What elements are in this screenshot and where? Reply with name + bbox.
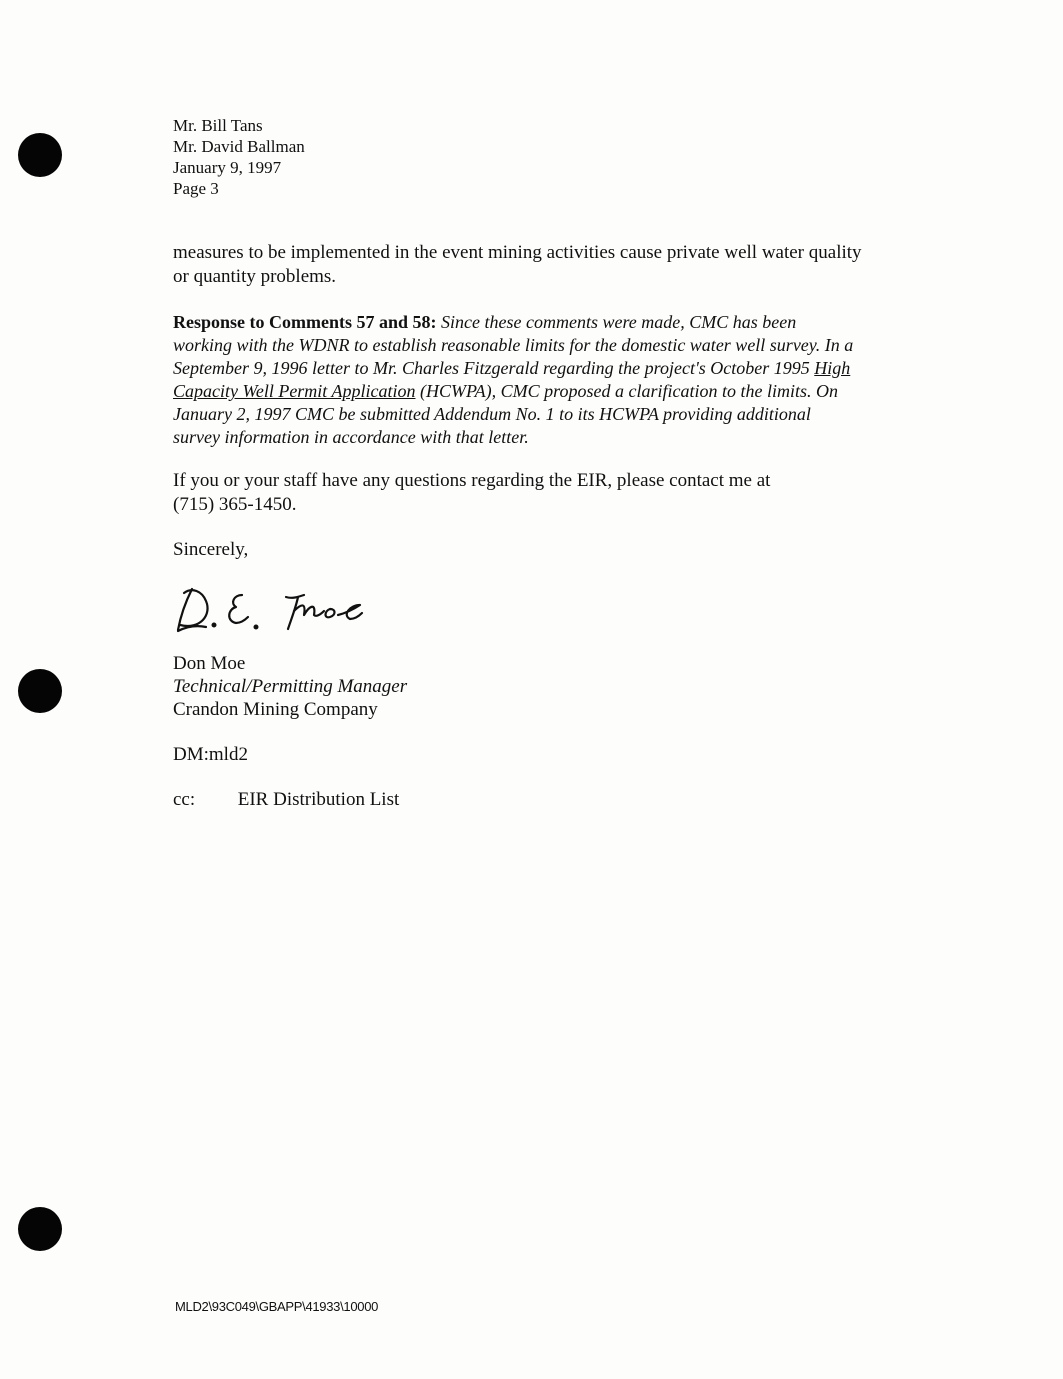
letter-header <box>173 115 305 199</box>
signer-title: Technical/Permitting Manager <box>173 676 408 697</box>
punch-hole-middle <box>18 669 62 713</box>
typist-initials: DM:mld2 <box>173 744 248 765</box>
response-heading: Response to Comments 57 and 58: <box>173 312 437 332</box>
response-line: survey information in accordance with that letter. <box>173 427 529 447</box>
cc-line <box>173 788 399 811</box>
document-title-underlined: High <box>814 358 851 378</box>
closing: Sincerely, <box>173 539 249 560</box>
contact-phone: (715) 365-1450. <box>173 494 297 515</box>
document-title-underlined: Capacity Well Permit Application <box>173 381 416 401</box>
signer-company: Crandon Mining Company <box>173 699 378 720</box>
contact-paragraph <box>173 469 953 517</box>
handwritten-signature <box>170 575 370 645</box>
response-line: September 9, 1996 letter to Mr. Charles Fitzgerald regarding the project's October 1995 <box>173 358 810 378</box>
paragraph-line: or quantity problems. <box>173 266 337 287</box>
signer-name: Don Moe <box>173 653 246 674</box>
cc-label: cc: <box>173 789 196 810</box>
response-line: January 2, 1997 CMC be submitted Addendum No. 1 to its HCWPA providing additional <box>173 404 811 424</box>
contact-line: If you or your staff have any questions regarding the EIR, please contact me at <box>173 470 771 491</box>
letter-date: January 9, 1997 <box>173 158 282 177</box>
recipient-2: Mr. David Ballman <box>173 137 305 156</box>
signature-block <box>173 652 407 721</box>
cc-value: EIR Distribution List <box>237 789 400 810</box>
paragraph-continuation <box>173 241 953 289</box>
punch-hole-bottom <box>18 1207 62 1251</box>
response-line: working with the WDNR to establish reasonable limits for the domestic water well survey. In a <box>173 335 854 355</box>
recipient-1: Mr. Bill Tans <box>173 116 263 135</box>
response-paragraph <box>173 311 953 449</box>
response-line: (HCWPA), CMC proposed a clarification to the limits. On <box>419 381 838 401</box>
punch-hole-top <box>18 133 62 177</box>
paragraph-line: measures to be implemented in the event mining activities cause private well water quality <box>173 242 862 263</box>
page-number: Page 3 <box>173 179 219 198</box>
response-line: Since these comments were made, CMC has been <box>441 312 797 332</box>
file-path-footer: MLD2\93C049\GBAPP\41933\10000 <box>175 1299 379 1314</box>
